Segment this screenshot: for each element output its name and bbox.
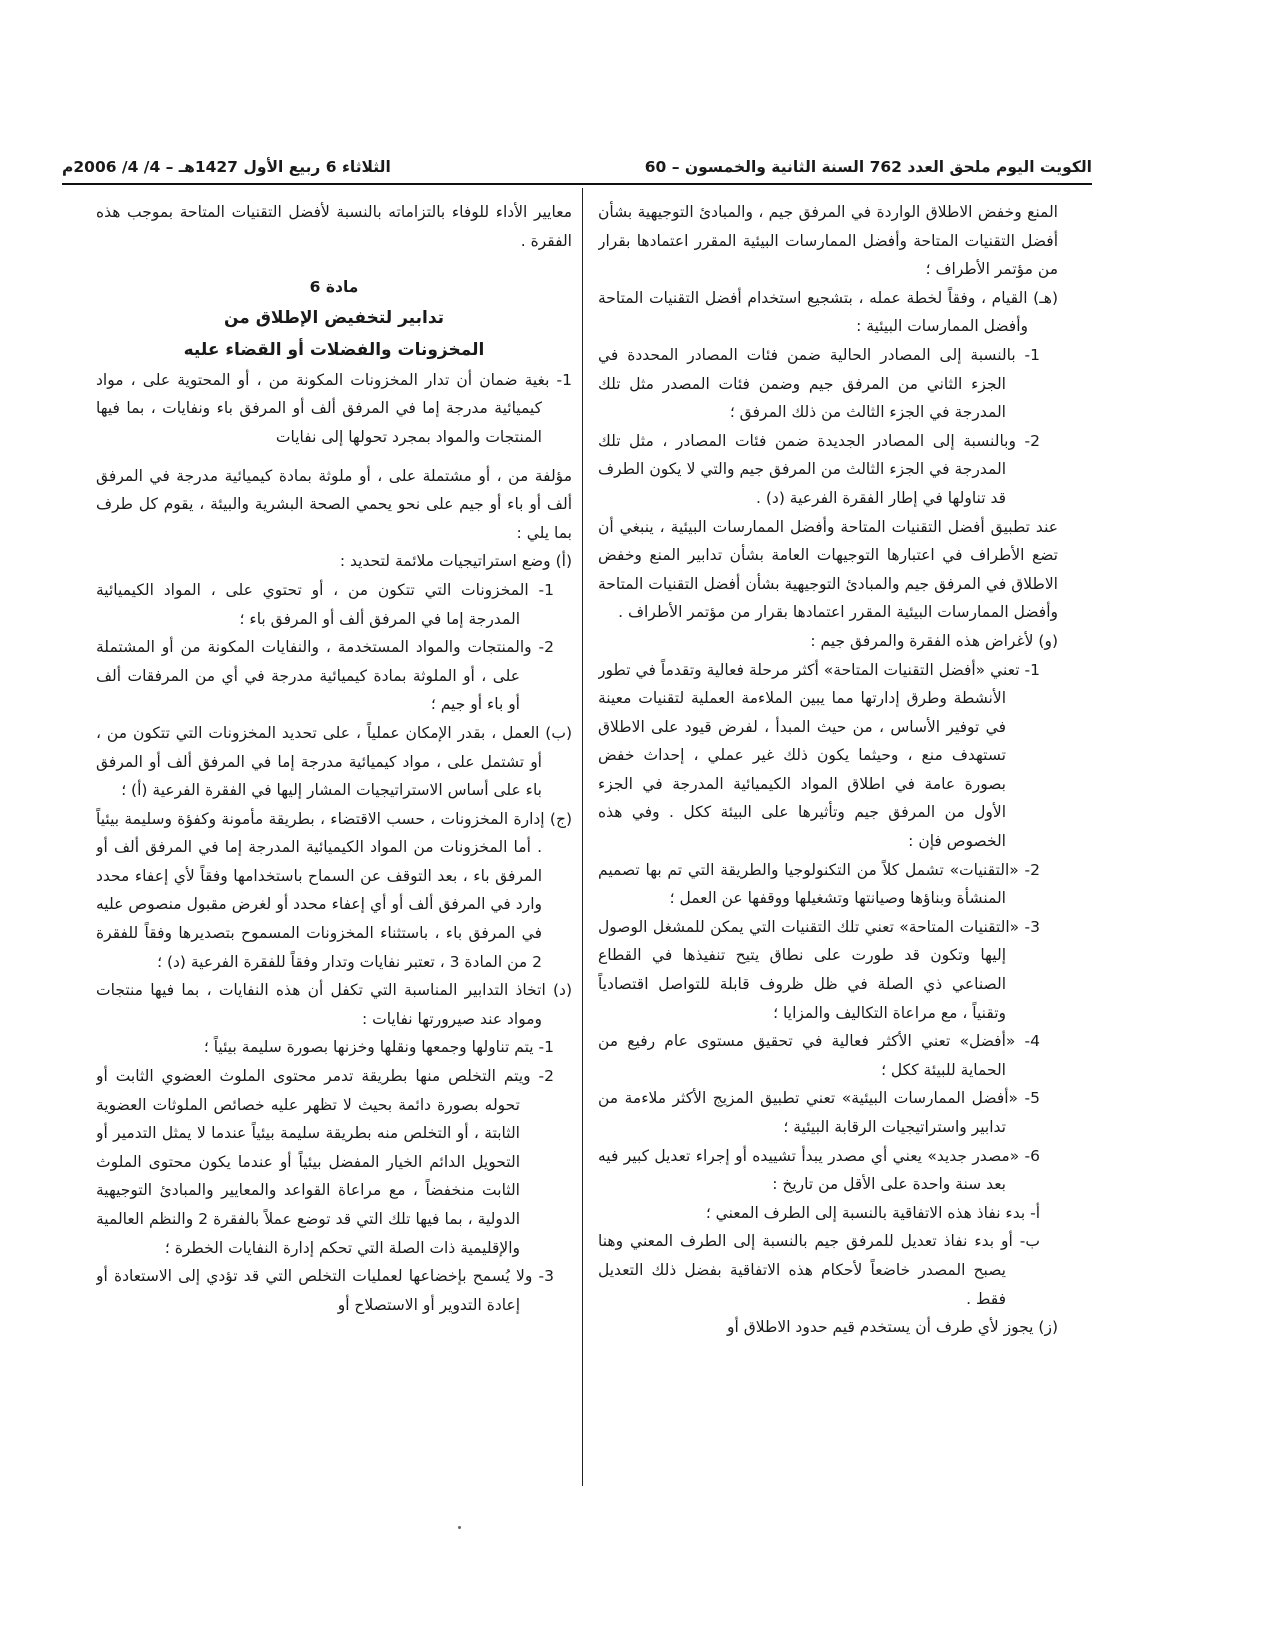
right-clause-e: (هـ) القيام ، وفقاً لخطة عمله ، بتشجيع استخدام أفضل التقنيات المتاحة وأفضل الممارسات البيئية : [598,288,1058,336]
right-clause-f-5: 5- «أفضل الممارسات البيئية» تعني تطبيق المزيج الأكثر ملاءمة من تدابير واستراتيجيات الرقابة البيئية ؛ [598,1089,1040,1136]
right-clause-f-3: 3- «التقنيات المتاحة» تعني تلك التقنيات التي يمكن للمشغل الوصول إليها وتكون قد طورت على نطاق يتيح تنفيذها في القطاع الصناعي ذي الصلة في ظل ظروف قابلة للتواصل اقتصادياً وتقنياً ، مع مراعاة التكاليف والمزايا ؛ [598,917,1040,1022]
right-clause-f-1: 1- تعني «أفضل التقنيات المتاحة» أكثر مرحلة فعالية وتقدماً في تطور الأنشطة وطرق إدارتها مما يبين الملاءمة العملية لتقنيات معينة في توفير الأساس ، من حيث المبدأ ، لفرض قيود على الاطلاق تستهدف منع ، وحيثما يكون ذلك غير عملي ، إحداث خفض بصورة عامة في اطلاق المواد الكيميائية المدرجة في الجزء الأول من المرفق جيم وتأثيرها على البيئة ككل . وفي هذه الخصوص فإن : [598,660,1040,851]
right-clause-g: (ز) يجوز لأي طرف أن يستخدم قيم حدود الاطلاق أو [727,1318,1058,1337]
left-column [96,198,572,1488]
left-clause-d-2: 2- ويتم التخلص منها بطريقة تدمر محتوى الملوث العضوي الثابت أو تحوله بصورة دائمة بحيث لا تظهر عليه خصائص الملوثات العضوية الثابتة ، أو التخلص منه بطريقة سليمة بيئياً عندما لا يمثل التدمير أو التحويل الدائم الخيار المفضل بيئياً أو عندما يكون محتوى الملوث الثابت منخفضاً ، مع مراعاة القواعد والمعايير والمبادئ التوجيهية الدولية ، بما فيها تلك التي قد توضع عملاً بالفقرة 2 والنظم العالمية والإقليمية ذات الصلة التي تحكم إدارة النفايات الخطرة ؛ [96,1067,554,1257]
right-clause-f-6-a: أ- بدء نفاذ هذه الاتفاقية بالنسبة إلى الطرف المعني ؛ [705,1203,1040,1222]
left-clause-a: (أ) وضع استراتيجيات ملائمة لتحديد : [339,552,572,571]
left-clause-d-3: 3- ولا يُسمح بإخضاعها لعمليات التخلص التي قد تؤدي إلى الاستعادة أو إعادة التدوير أو الاستصلاح أو [96,1267,554,1314]
right-clause-f-4: 4- «أفضل» تعني الأكثر فعالية في تحقيق مستوى عام رفيع من الحماية للبيئة ككل ؛ [598,1032,1040,1079]
left-clause-b: (ب) العمل ، بقدر الإمكان عملياً ، على تحديد المخزونات التي تتكون من ، أو تشتمل على ، مواد كيميائية مدرجة إما في المرفق ألف أو المرفق باء على أساس الاستراتيجيات المشار إليها في الفقرة الفرعية (أ) ؛ [96,723,572,800]
left-clause-d-1: 1- يتم تناولها وجمعها ونقلها وخزنها بصورة سليمة بيئياً ؛ [203,1038,554,1057]
column-divider [582,188,583,1486]
left-clause-d: (د) اتخاذ التدابير المناسبة التي تكفل أن هذه النفايات ، بما فيها منتجات ومواد عند صيرورتها نفايات : [96,981,572,1028]
right-clause-f: (و) لأغراض هذه الفقرة والمرفق جيم : [810,631,1058,650]
right-clause-f-6: 6- «مصدر جديد» يعني أي مصدر يبدأ تشييده أو إجراء تعديل كبير فيه بعد سنة واحدة على الأقل من تاريخ : [598,1146,1040,1194]
left-clause-a-1: 1- المخزونات التي تتكون من ، أو تحتوي على ، المواد الكيميائية المدرجة إما في المرفق ألف أو المرفق باء ؛ [96,580,554,628]
right-clause-f-6-b: ب- أو بدء نفاذ تعديل للمرفق جيم بالنسبة إلى الطرف المعني وهنا يصبح المصدر خاضعاً لأحكام هذه الاتفاقية بفضل ذلك التعديل فقط . [598,1232,1040,1308]
right-clause-e-1: 1- بالنسبة إلى المصادر الحالية ضمن فئات المصادر المحددة في الجزء الثاني من المرفق جيم وضمن فئات المصدر مثل تلك المدرجة في الجزء الثالث من ذلك المرفق ؛ [598,345,1040,422]
article-para-1b: مؤلفة من ، أو مشتملة على ، أو ملوثة بمادة كيميائية مدرجة في المرفق ألف أو باء أو جيم على نحو يحمي الصحة البشرية والبيئة ، يقوم كل طرف بما يلي : [96,466,572,542]
right-clause-f-2: 2- «التقنيات» تشمل كلاً من التكنولوجيا والطريقة التي تم بها تصميم المنشأة وبناؤها وصيانتها وتشغيلها ووقفها عن العمل ؛ [598,860,1040,908]
header-rule [62,183,1092,185]
article-title-line-2: المخزونات والفضلات أو القضاء عليه [183,339,485,360]
right-para-continuation: المنع وخفض الاطلاق الواردة في المرفق جيم ، والمبادئ التوجيهية بشأن أفضل التقنيات المتاحة وأفضل الممارسات البيئية المقرر اعتمادها بقرار من مؤتمر الأطراف ؛ [598,203,1058,279]
right-para-bat-bep: عند تطبيق أفضل التقنيات المتاحة وأفضل الممارسات البيئية ، ينبغي أن تضع الأطراف في اعتبارها التوجيهات العامة بشأن تدابير المنع وخفض الاطلاق في المرفق جيم والمبادئ التوجيهية بشأن أفضل التقنيات المتاحة وأفضل الممارسات البيئية المقرر اعتمادها بقرار من مؤتمر الأطراف . [598,517,1058,622]
header-date: الثلاثاء 6 ربيع الأول 1427هـ – 4/ 4/ 2006م [62,158,391,176]
right-clause-e-2: 2- وبالنسبة إلى المصادر الجديدة ضمن فئات المصادر ، مثل تلك المدرجة في الجزء الثالث من المرفق جيم والتي لا يكون الطرف قد تناولها في إطار الفقرة الفرعية (د) . [598,431,1040,507]
article-para-1a: 1- بغية ضمان أن تدار المخزونات المكونة من ، أو المحتوية على ، مواد كيميائية مدرجة إما في المرفق ألف أو المرفق باء ونفايات ، بما فيها المنتجات والمواد بمجرد تحولها إلى نفايات [96,370,572,446]
scan-speck [458,1526,461,1529]
spacer [96,452,572,462]
article-number: مادة 6 [309,278,359,297]
left-intro: معايير الأداء للوفاء بالتزاماته بالنسبة لأفضل التقنيات المتاحة بموجب هذه الفقرة . [96,203,572,250]
left-clause-c: (ج) إدارة المخزونات ، حسب الاقتضاء ، بطريقة مأمونة وكفؤة وسليمة بيئياً . أما المخزونات من المواد الكيميائية المدرجة إما في المرفق ألف أو المرفق باء ، بعد التوقف عن السماح باستخدامها وفقاً لأي إعفاء محدد وارد في المرفق ألف أو أي إعفاء محدد أو لغرض مقبول منصوص عليه في المرفق باء ، باستثناء المخزونات المسموح بتصديرها وفقاً للفقرة 2 من المادة 3 ، تعتبر نفايات وتدار وفقاً للفقرة الفرعية (د) ؛ [96,809,572,971]
right-column [598,198,1058,1488]
left-clause-a-2: 2- والمنتجات والمواد المستخدمة ، والنفايات المكونة من أو المشتملة على ، أو الملوثة بمادة كيميائية مدرجة في أي من المرفقات ألف أو باء أو جيم ؛ [96,638,554,714]
page-header [62,158,1092,180]
article-title-line-1: تدابير لتخفيض الإطلاق من [223,307,445,328]
header-issue-info: الكويت اليوم ملحق العدد 762 السنة الثانية والخمسون – 60 [644,158,1092,176]
